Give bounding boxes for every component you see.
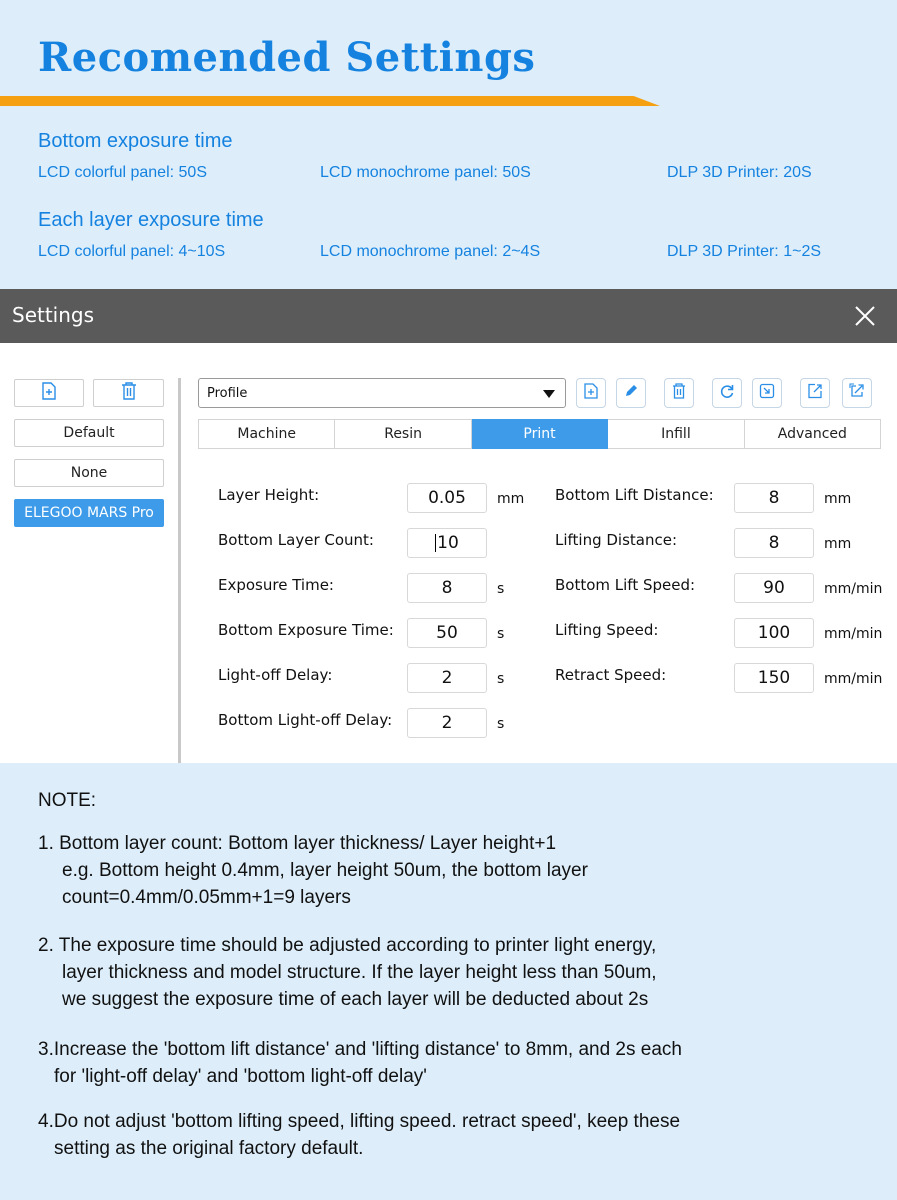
bottom-exposure-time-input[interactable]: 50 <box>407 618 487 648</box>
light-off-delay-unit: s <box>497 671 505 687</box>
exposure-time-input[interactable]: 8 <box>407 573 487 603</box>
note-1-line-2: e.g. Bottom height 0.4mm, layer height 50um, the bottom layer <box>62 860 588 881</box>
layer-height-label: Layer Height: <box>218 486 320 504</box>
bottom-exposure-time-unit: s <box>497 626 505 642</box>
note-3-line-1: 3.Increase the 'bottom lift distance' and 'lifting distance' to 8mm, and 2s each <box>38 1039 682 1060</box>
bottom-lift-speed-label: Bottom Lift Speed: <box>555 576 696 594</box>
tab-resin[interactable]: Resin <box>335 419 471 449</box>
trash-icon <box>121 382 137 404</box>
layer-dlp: DLP 3D Printer: 1~2S <box>667 243 822 260</box>
bottom-lcd-monochrome: LCD monochrome panel: 50S <box>320 164 531 181</box>
note-2-line-3: we suggest the exposure time of each layer will be deducted about 2s <box>62 989 649 1010</box>
layer-height-input[interactable]: 0.05 <box>407 483 487 513</box>
lifting-speed-label: Lifting Speed: <box>555 621 659 639</box>
tab-infill[interactable]: Infill <box>608 419 744 449</box>
lifting-speed-unit: mm/min <box>824 626 883 642</box>
export-all-icon <box>849 383 865 404</box>
layer-lcd-monochrome: LCD monochrome panel: 2~4S <box>320 243 541 260</box>
lifting-distance-unit: mm <box>824 536 852 552</box>
title-underline-bar <box>0 96 660 106</box>
bottom-dlp: DLP 3D Printer: 20S <box>667 164 812 181</box>
chevron-down-icon <box>543 390 555 398</box>
lifting-distance-input[interactable]: 8 <box>734 528 814 558</box>
import-button[interactable] <box>752 378 782 408</box>
bottom-exposure-time-label: Bottom Exposure Time: <box>218 621 394 639</box>
bottom-lcd-colorful: LCD colorful panel: 50S <box>38 164 207 181</box>
export-all-button[interactable] <box>842 378 872 408</box>
lifting-distance-label: Lifting Distance: <box>555 531 678 549</box>
note-1-line-1: 1. Bottom layer count: Bottom layer thickness/ Layer height+1 <box>38 833 557 854</box>
note-2-line-2: layer thickness and model structure. If the layer height less than 50um, <box>62 962 657 983</box>
note-2 <box>38 932 657 1013</box>
edit-icon <box>623 383 639 404</box>
new-profile-icon <box>584 383 598 404</box>
new-profile-button[interactable] <box>576 378 606 408</box>
delete-button[interactable] <box>664 378 694 408</box>
exposure-time-unit: s <box>497 581 505 597</box>
note-title: NOTE: <box>38 790 97 811</box>
window-title: Settings <box>12 303 95 327</box>
light-off-delay-input[interactable]: 2 <box>407 663 487 693</box>
page-title: Recomended Settings <box>38 34 536 81</box>
refresh-icon <box>719 383 735 404</box>
note-2-line-1: 2. The exposure time should be adjusted according to printer light energy, <box>38 935 657 956</box>
note-4-line-1: 4.Do not adjust 'bottom lifting speed, lifting speed. retract speed', keep these <box>38 1111 681 1132</box>
note-3 <box>38 1036 682 1090</box>
edit-profile-button[interactable] <box>616 378 646 408</box>
note-4-line-2: setting as the original factory default. <box>54 1138 364 1159</box>
close-icon[interactable] <box>847 298 883 334</box>
settings-tabs <box>198 419 881 449</box>
exposure-time-label: Exposure Time: <box>218 576 334 594</box>
layer-exposure-heading: Each layer exposure time <box>38 209 264 231</box>
preset-default[interactable]: Default <box>14 419 164 447</box>
layer-lcd-colorful: LCD colorful panel: 4~10S <box>38 243 226 260</box>
preset-none[interactable]: None <box>14 459 164 487</box>
bottom-layer-count-label: Bottom Layer Count: <box>218 531 374 549</box>
profile-select[interactable] <box>198 378 566 408</box>
add-file-icon <box>41 382 57 404</box>
settings-titlebar <box>0 289 897 343</box>
bottom-lift-distance-input[interactable]: 8 <box>734 483 814 513</box>
note-4 <box>38 1108 680 1162</box>
export-button[interactable] <box>800 378 830 408</box>
add-profile-button[interactable] <box>14 379 84 407</box>
bottom-lift-speed-input[interactable]: 90 <box>734 573 814 603</box>
bottom-lift-speed-unit: mm/min <box>824 581 883 597</box>
note-1 <box>38 830 588 911</box>
bottom-exposure-heading: Bottom exposure time <box>38 130 233 152</box>
tab-advanced[interactable]: Advanced <box>745 419 881 449</box>
export-icon <box>807 383 823 404</box>
text-caret <box>435 534 436 552</box>
preset-elegoo-mars-pro[interactable]: ELEGOO MARS Pro <box>14 499 164 527</box>
delete-icon <box>672 383 686 404</box>
layer-height-unit: mm <box>497 491 525 507</box>
bottom-lift-distance-label: Bottom Lift Distance: <box>555 486 714 504</box>
retract-speed-label: Retract Speed: <box>555 666 667 684</box>
panel-divider <box>178 378 181 763</box>
tab-print[interactable]: Print <box>472 419 608 449</box>
note-3-line-2: for 'light-off delay' and 'bottom light-off delay' <box>54 1066 427 1087</box>
import-icon <box>759 383 775 404</box>
profile-select-value: Profile <box>207 386 248 401</box>
bottom-light-off-delay-label: Bottom Light-off Delay: <box>218 711 393 729</box>
tab-machine[interactable]: Machine <box>198 419 335 449</box>
bottom-layer-count-value: 10 <box>437 533 459 553</box>
note-1-line-3: count=0.4mm/0.05mm+1=9 layers <box>62 887 351 908</box>
bottom-light-off-delay-input[interactable]: 2 <box>407 708 487 738</box>
bottom-lift-distance-unit: mm <box>824 491 852 507</box>
light-off-delay-label: Light-off Delay: <box>218 666 333 684</box>
bottom-layer-count-input[interactable] <box>407 528 487 558</box>
retract-speed-input[interactable]: 150 <box>734 663 814 693</box>
lifting-speed-input[interactable]: 100 <box>734 618 814 648</box>
retract-speed-unit: mm/min <box>824 671 883 687</box>
refresh-button[interactable] <box>712 378 742 408</box>
bottom-light-off-delay-unit: s <box>497 716 505 732</box>
delete-profile-button[interactable] <box>93 379 164 407</box>
